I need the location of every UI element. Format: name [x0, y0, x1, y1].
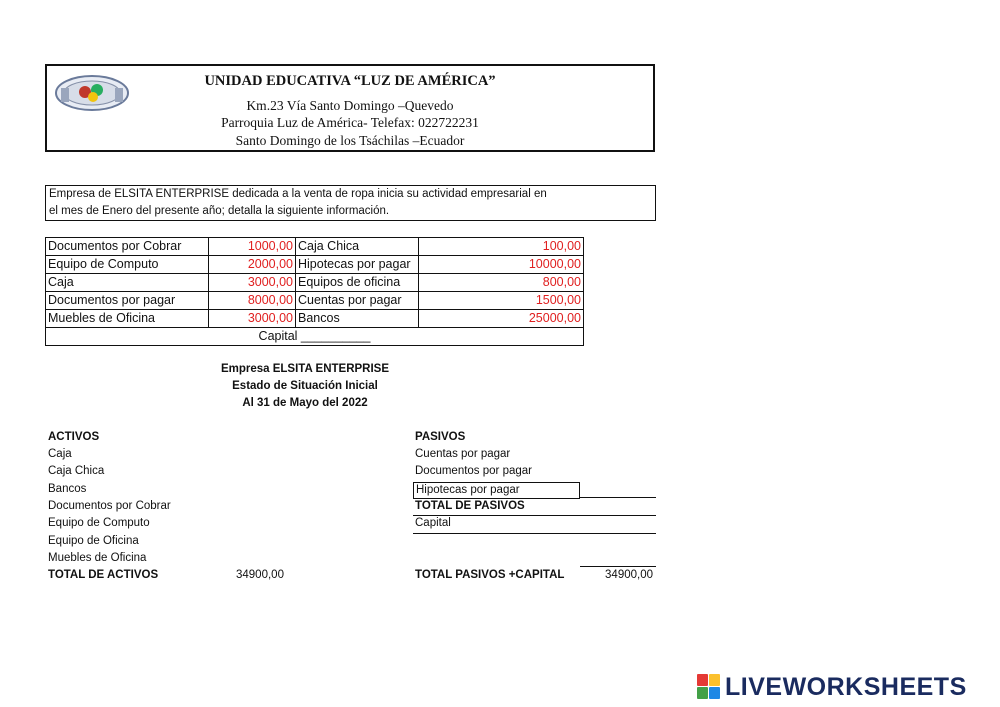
liveworksheets-logo: [697, 674, 967, 700]
account-row: [46, 310, 584, 328]
liability-item-highlighted: Hipotecas por pagar: [413, 482, 580, 499]
assets-total-label: TOTAL DE ACTIVOS: [48, 569, 159, 581]
description-line: Empresa de ELSITA ENTERPRISE dedicada a la venta de ropa inicia su actividad empresarial en: [49, 188, 547, 200]
asset-item: Equipo de Computo: [48, 517, 150, 530]
problem-description: [45, 185, 656, 221]
account-value: 3000,00: [209, 310, 296, 328]
account-name: Documentos por Cobrar: [46, 238, 209, 256]
account-row: [46, 256, 584, 274]
school-city: Santo Domingo de los Tsáchilas –Ecuador: [235, 133, 465, 148]
assets-heading: ACTIVOS: [48, 431, 100, 443]
liabilities-heading: PASIVOS: [415, 431, 466, 443]
liabilities-total-label: TOTAL DE PASIVOS: [415, 500, 525, 512]
asset-item: Equipo de Oficina: [48, 534, 139, 547]
school-name: UNIDAD EDUCATIVA “LUZ DE AMÉRICA”: [204, 73, 496, 89]
asset-item: Caja Chica: [48, 465, 105, 478]
statement-title: Estado de Situación Inicial: [232, 380, 378, 392]
school-parish-phone: Parroquia Luz de América- Telefax: 022722231: [221, 115, 479, 130]
underline: [580, 566, 656, 567]
capital-row: [46, 328, 584, 346]
account-row: [46, 238, 584, 256]
brand-name: LIVEWORKSHEETS: [725, 672, 967, 701]
account-value: 800,00: [419, 274, 584, 292]
account-value: 3000,00: [209, 274, 296, 292]
account-value: 2000,00: [209, 256, 296, 274]
account-name: Caja Chica: [296, 238, 419, 256]
capital-line-label: Capital: [415, 517, 451, 529]
account-name: Hipotecas por pagar: [296, 256, 419, 274]
liability-item: Documentos por pagar: [415, 465, 532, 477]
underline: [413, 515, 656, 516]
account-value: 25000,00: [419, 310, 584, 328]
liability-item: Cuentas por pagar: [415, 448, 511, 460]
asset-item: Bancos: [48, 482, 87, 495]
account-row: [46, 292, 584, 310]
assets-total-value: 34900,00: [236, 569, 284, 581]
description-line: el mes de Enero del presente año; detalla la siguiente información.: [49, 204, 390, 217]
school-address: Km.23 Vía Santo Domingo –Quevedo: [246, 98, 454, 113]
asset-item: Caja: [48, 448, 72, 460]
account-name: Equipos de oficina: [296, 274, 419, 292]
account-name: Equipo de Computo: [46, 256, 209, 274]
statement-date: Al 31 de Mayo del 2022: [242, 397, 368, 409]
account-name: Bancos: [296, 310, 419, 328]
account-name: Documentos por pagar: [46, 292, 209, 310]
underline: [413, 533, 656, 534]
grand-total-value: 34900,00: [605, 569, 653, 581]
account-value: 8000,00: [209, 292, 296, 310]
account-name: Cuentas por pagar: [296, 292, 419, 310]
account-row: [46, 274, 584, 292]
asset-item: Muebles de Oficina: [48, 551, 147, 564]
account-value: 1500,00: [419, 292, 584, 310]
grand-total-label: TOTAL PASIVOS +CAPITAL: [415, 569, 565, 581]
school-header: [45, 64, 655, 152]
account-value: 100,00: [419, 238, 584, 256]
account-value: 1000,00: [209, 238, 296, 256]
statement-company: Empresa ELSITA ENTERPRISE: [220, 363, 390, 375]
accounts-table: [45, 237, 584, 346]
account-name: Muebles de Oficina: [46, 310, 209, 328]
underline: [580, 497, 656, 498]
account-name: Caja: [46, 274, 209, 292]
liveworksheets-cube-icon: [697, 674, 721, 700]
account-value: 10000,00: [419, 256, 584, 274]
asset-item: Documentos por Cobrar: [48, 499, 171, 512]
capital-label: Capital __________: [46, 328, 584, 346]
